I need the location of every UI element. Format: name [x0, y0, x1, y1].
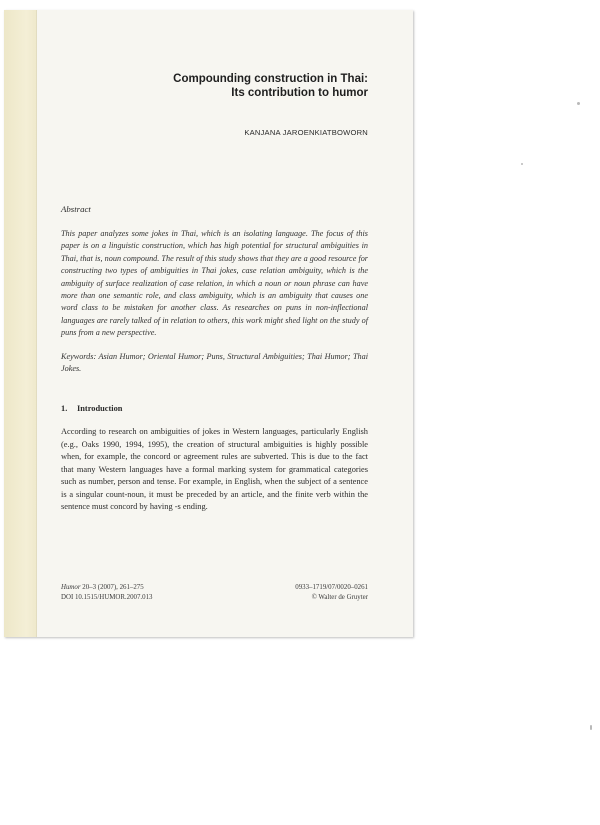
- abstract-heading: Abstract: [61, 204, 91, 214]
- page-content: [61, 72, 368, 513]
- paper-title: [61, 72, 368, 100]
- journal-name: Humor: [61, 584, 81, 591]
- abstract-text: This paper analyzes some jokes in Thai, which is an isolating language. The focus of this paper is on a linguistic construction, which has high potential for structural ambiguities in Thai, that is, noun compound. The result of this study shows that they are a good resource for constructing two types of ambiguities in Thai jokes, case relation ambiguity, which is the ambiguity of surface realization of case relation, in which a noun or noun phrase can have more than one semantic role, and class ambiguity, which is an ambiguity that causes one word class to be mistaken for another class. As researches on puns in non-inflectional languages are rarely talked of in relation to others, this work might shed light on the study of puns from a new perspective.: [61, 229, 368, 338]
- introduction-text: According to research on ambiguities of jokes in Western languages, particularly English (e.g., Oaks 1990, 1994, 1995), the creation of structural ambiguities is highly possible when, for example, the concord or agreement rules are subverted. This is due to the fact that many Western languages have a formal marking system for grammatical categories such as number, person and tense. For example, in English, when the subject of a sentence is a singular count-noun, it must be preceded by an article, and the finite verb within the sentence must concord by having -s ending.: [61, 427, 368, 511]
- paper-title-line2: Its contribution to humor: [231, 87, 368, 99]
- publisher: © Walter de Gruyter: [311, 593, 368, 601]
- author-name: KANJANA JAROENKIATBOWORN: [244, 128, 368, 137]
- scan-speck: [521, 163, 523, 165]
- scan-speck: [590, 725, 592, 730]
- citation: 20–3 (2007), 261–275: [82, 584, 144, 591]
- keywords: Keywords: Asian Humor; Oriental Humor; Puns, Structural Ambiguities; Thai Humor; Thai Jokes.: [61, 351, 368, 374]
- scan-speck: [577, 102, 580, 105]
- paper-title-line1: Compounding construction in Thai:: [173, 73, 368, 85]
- citation-line: [61, 583, 153, 593]
- footer-left: [61, 583, 153, 602]
- section-heading: [61, 404, 368, 413]
- issn: 0933–1719/07/0020–0261: [295, 584, 368, 591]
- section-title: Introduction: [77, 404, 123, 414]
- binding-strip: [4, 10, 37, 637]
- section-number: 1.: [61, 404, 68, 414]
- footer-right: [295, 583, 368, 602]
- doi: DOI 10.1515/HUMOR.2007.013: [61, 593, 153, 601]
- page-footer: [61, 583, 368, 602]
